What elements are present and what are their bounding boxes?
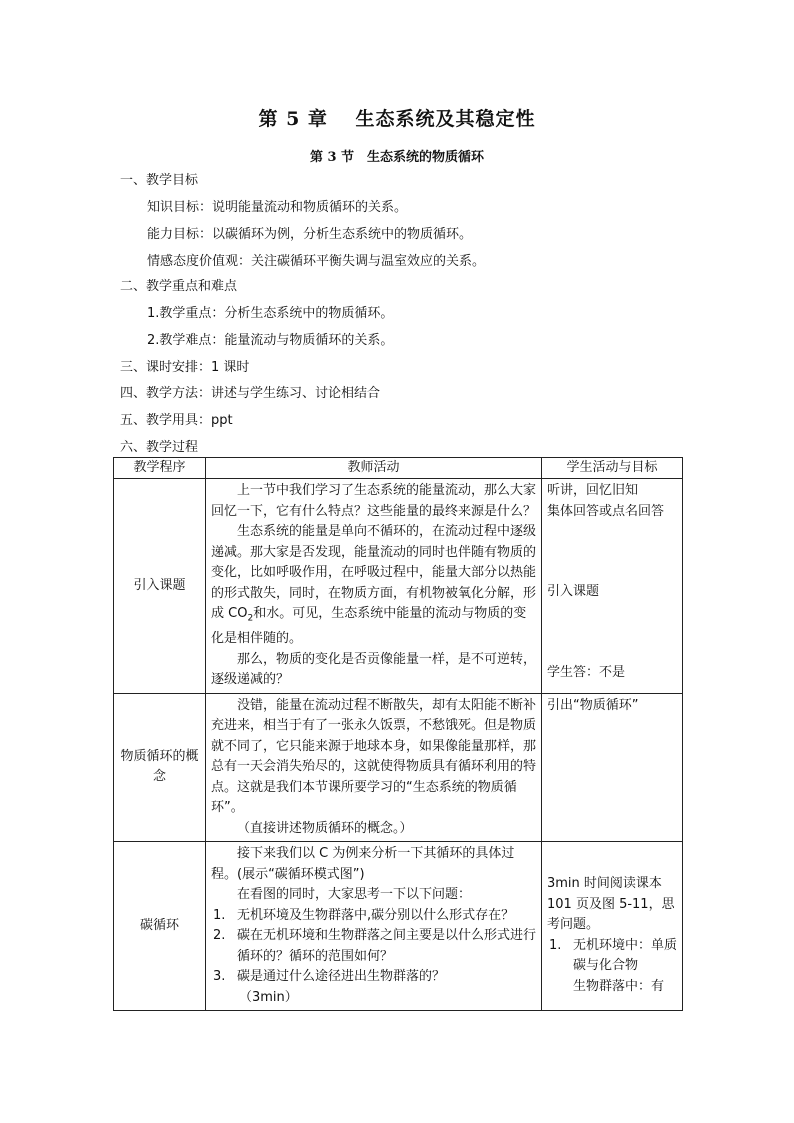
stage-cell: 碳循环 xyxy=(114,842,206,1011)
student-note: 集体回答或点名回答 xyxy=(547,503,665,519)
item-number: 3. xyxy=(213,969,226,985)
section-title: 第 3 节 生态系统的物质循环 xyxy=(309,150,485,165)
tools-line: 五、教学用具：ppt xyxy=(120,413,233,428)
item-text: 碳是通过什么途径进出生物群落的？ xyxy=(237,969,446,985)
teacher-paragraph: 那么，物质的变化是否贡像能量一样，是不可逆转，逐级递减的？ xyxy=(211,651,537,688)
goal-knowledge: 知识目标：说明能量流动和物质循环的关系。 xyxy=(147,200,408,215)
time-note: （3min） xyxy=(239,989,298,1005)
table-row xyxy=(114,479,683,694)
stage-cell: 物质循环的概念 xyxy=(114,693,206,842)
teacher-paragraph: （直接讲述物质循环的概念。） xyxy=(237,820,413,836)
goal-attitude: 情感态度价值观：关注碳循环平衡失调与温室效应的关系。 xyxy=(147,254,486,269)
teacher-cell xyxy=(206,693,542,842)
process-heading: 六、教学过程 xyxy=(120,440,199,455)
item-text: 无机环境及生物群落中,碳分别以什么形式存在？ xyxy=(237,907,515,923)
header-teacher: 教师活动 xyxy=(206,458,542,479)
goal-ability: 能力目标：以碳循环为例，分析生态系统中的物质循环。 xyxy=(147,227,473,242)
stage-cell: 引入课题 xyxy=(114,479,206,694)
teacher-paragraph: 没错，能量在流动过程不断散失，却有太阳能不断补充进来，相当于有了一张永久饭票，不愁饿死。但是物质就不同了，它只能来源于地球本身，如果像能量那样，那总有一天会消失殆尽的，这就使得物质具有循环利用的特点。这就是我们本节课所要学习的“生态系统的物质循环”。 xyxy=(211,697,537,816)
list-item xyxy=(211,906,536,927)
student-note: 学生答：不是 xyxy=(547,664,626,680)
text-run: 和水。可见，生态系统中能量的流动与物质的变化是相伴随的。 xyxy=(211,606,527,647)
list-item xyxy=(211,967,536,988)
table-row xyxy=(114,693,683,842)
teacher-paragraph xyxy=(211,522,536,650)
focus-heading: 二、教学重点和难点 xyxy=(120,279,238,294)
student-cell xyxy=(542,693,683,842)
header-student: 学生活动与目标 xyxy=(542,458,683,479)
student-cell xyxy=(542,842,683,1011)
text-run: 生态系统的能量是单向不循环的，在流动过程中逐级递减。那大家是否发现，能量流动的同时也伴随有物质的变化，比如呼吸作用，在呼吸过程中，能量大部分以热能的形式散失，同时，在物质方面，有机物被氧化分解，形成 CO xyxy=(211,524,537,621)
student-note: 听讲，回忆旧知 xyxy=(547,483,639,498)
item-number: 1. xyxy=(213,907,226,923)
list-item xyxy=(211,926,536,967)
hours-line: 三、课时安排：1 课时 xyxy=(120,360,250,375)
chapter-title: 第 5 章 生态系统及其稳定性 xyxy=(258,108,536,130)
student-note: 引出“物质循环” xyxy=(547,697,639,713)
subscript: 2 xyxy=(247,613,254,624)
table-header-row xyxy=(114,458,683,479)
item-number: 2. xyxy=(213,928,226,944)
teacher-paragraph: 在看图的同时，大家思考一下以下问题： xyxy=(237,887,472,903)
goals-heading: 一、教学目标 xyxy=(120,173,199,188)
teacher-paragraph: 上一节中我们学习了生态系统的能量流动，那么大家回忆一下，它有什么特点？这些能量的最终来源是什么？ xyxy=(211,483,537,519)
student-note: 引入课题 xyxy=(547,584,600,599)
list-item xyxy=(547,936,677,998)
methods-line: 四、教学方法：讲述与学生练习、讨论相结合 xyxy=(120,386,381,401)
focus-difficult: 2.教学难点：能量流动与物质循环的关系。 xyxy=(147,333,394,348)
student-note: 3min 时间阅读课本 101 页及图 5-11，思考问题。 xyxy=(547,876,675,933)
teacher-cell xyxy=(206,842,542,1011)
item-number: 1. xyxy=(549,937,562,953)
table-row xyxy=(114,842,683,1011)
item-text: 生物群落中：有 xyxy=(573,978,665,994)
item-text: 无机环境中：单质碳与化合物 xyxy=(573,937,678,974)
answer-list xyxy=(547,936,677,998)
teaching-process-table xyxy=(113,457,683,1011)
teacher-cell xyxy=(206,479,542,694)
teacher-paragraph: 接下来我们以 C 为例来分析一下其循环的具体过程。(展示“碳循环模式图”) xyxy=(211,846,515,882)
item-text: 碳在无机环境和生物群落之间主要是以什么形式进行循环的？循环的范围如何？ xyxy=(237,928,537,964)
question-list xyxy=(211,906,536,988)
header-stage: 教学程序 xyxy=(114,458,206,479)
focus-key: 1.教学重点：分析生态系统中的物质循环。 xyxy=(147,306,394,321)
student-cell xyxy=(542,479,683,694)
